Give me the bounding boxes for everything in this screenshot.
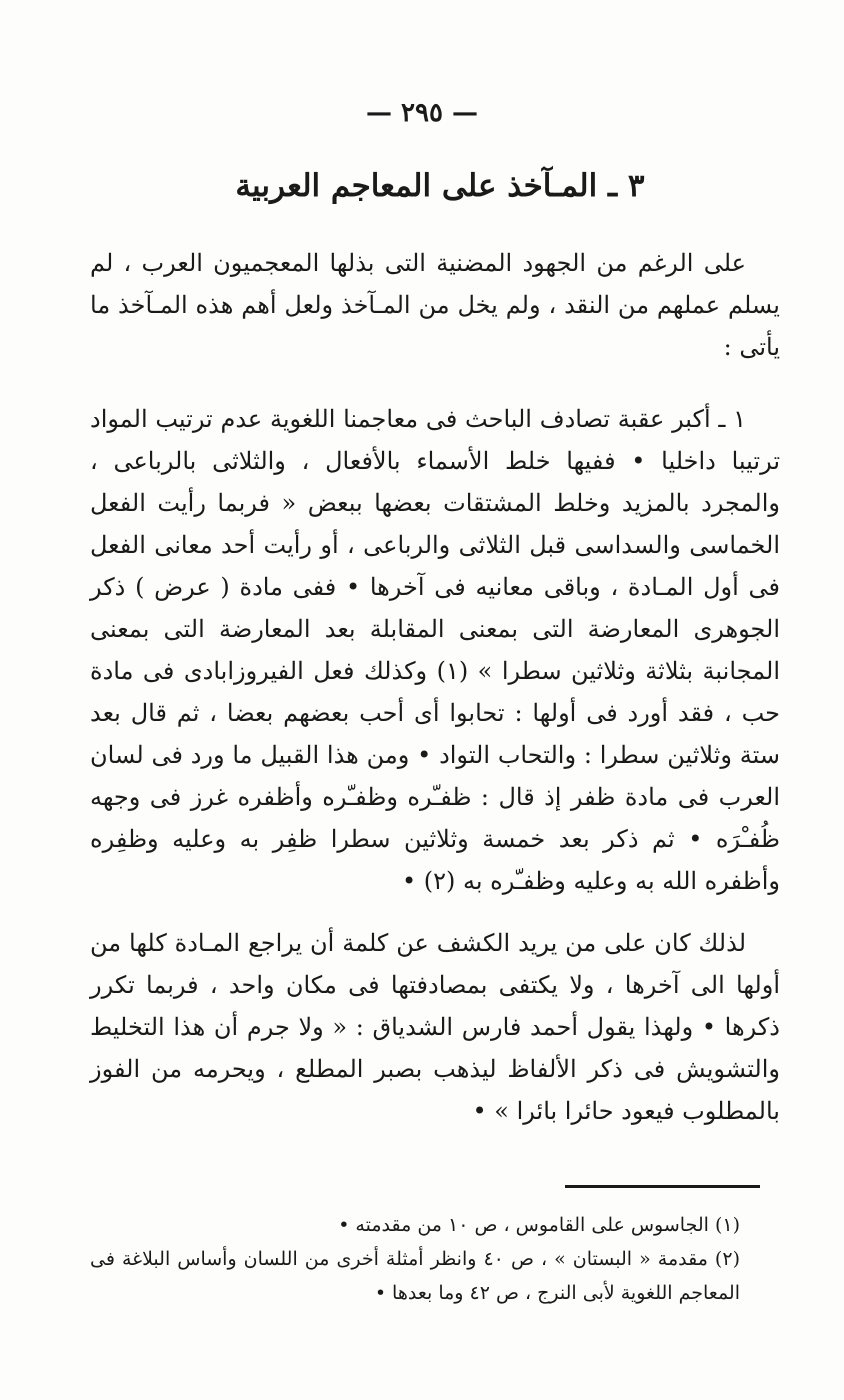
paragraph-intro <box>90 242 780 368</box>
footnotes <box>90 1208 780 1310</box>
footnote-2: (٢) مقدمة « البستان » ، ص ٤٠ وانظر أمثلة أخرى من اللسان وأساس البلاغة فى المعاجم اللغوية لأبى النرج ، ص ٤٢ وما بعدها • <box>90 1248 740 1304</box>
paragraph-conclusion-text: لذلك كان على من يريد الكشف عن كلمة أن يراجع المـادة كلها من أولها الى آخرها ، ولا يكتفى بمصادفتها فى مكان واحد ، فربما تكرر ذكرها • ولهذا يقول أحمد فارس الشدياق : « ولا جرم أن هذا التخليط والتشويش فى ذكر الألفاظ ليذهب بصبر المطلع ، ويحرمه من الفوز بالمطلوب فيعود حائرا بائرا » • <box>90 929 780 1125</box>
paragraph-point-one-text: ١ ـ أكبر عقبة تصادف الباحث فى معاجمنا اللغوية عدم ترتيب المواد ترتيبا داخليا • ففيها خلط الأسماء بالأفعال ، والثلاثى بالرباعى ، والمجرد بالمزيد وخلط المشتقات بعضها ببعض « فربما رأيت الفعل الخماسى والسداسى قبل الثلاثى والرباعى ، أو رأيت أحد معانى الفعل فى أول المـادة ، وباقى معانيه فى آخرها • ففى مادة ( عرض ) ذكر الجوهرى المعارضة التى بمعنى المقابلة بعد المعارضة التى بمعنى المجانبة بثلاثة وثلاثين سطرا » (١) وكذلك فعل الفيروزابادى فى مادة حب ، فقد أورد فى أولها : تحابوا أى أحب بعضهم بعضا ، ثم قال بعد ستة وثلاثين سطرا : والتحاب التواد • ومن هذا القبيل ما ورد فى لسان العرب فى مادة ظفر إذ قال : ظفـّره وظفـّره وأظفره غرز فى وجهه ظُفـْرَه • ثم ذكر بعد خمسة وثلاثين سطرا ظفِر به وعليه وظفِره وأظفره الله به وعليه وظفـّره به (٢) • <box>90 405 780 895</box>
footnote-divider <box>565 1185 760 1188</box>
paragraph-intro-text: على الرغم من الجهود المضنية التى بذلها المعجميون العرب ، لم يسلم عملهم من النقد ، ولم يخل من المـآخذ ولعل أهم هذه المـآخذ ما يأتى : <box>90 249 780 361</box>
paragraph-point-one <box>90 398 780 902</box>
page-number: — ٢٩٥ — <box>365 98 479 128</box>
footnote-1: (١) الجاسوس على القاموس ، ص ١٠ من مقدمته • <box>338 1214 740 1236</box>
section-title: ٣ ـ المـآخذ على المعاجم العربية <box>235 168 645 204</box>
paragraph-conclusion <box>90 922 780 1132</box>
